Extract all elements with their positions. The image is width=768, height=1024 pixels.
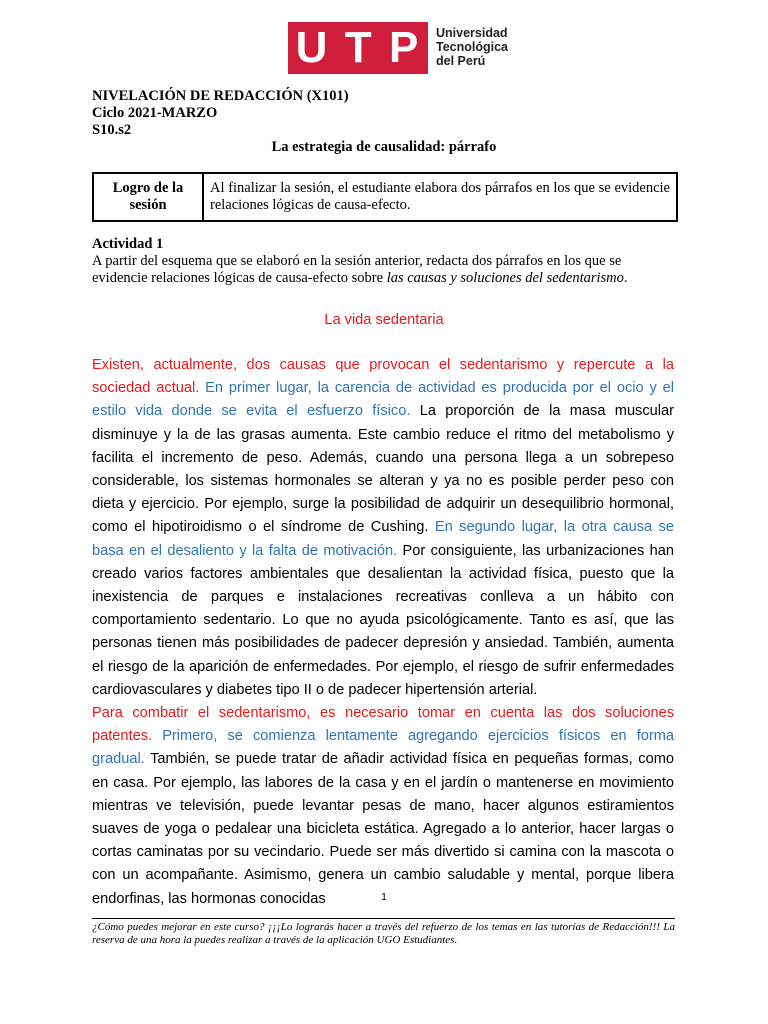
essay-body bbox=[92, 354, 674, 911]
activity-heading: Actividad 1 bbox=[92, 236, 164, 252]
activity-text-after: . bbox=[623, 270, 628, 286]
page-title: La estrategia de causalidad: párrafo bbox=[271, 139, 497, 155]
logro-table bbox=[92, 172, 678, 222]
p2-thesis: Para combatir el sedentarismo, es necesario tomar en cuenta las dos soluciones patentes. bbox=[92, 705, 674, 745]
session-code: S10.s2 bbox=[92, 122, 132, 138]
page-number: 1 bbox=[381, 892, 387, 903]
logo-letters bbox=[288, 22, 428, 74]
logro-label: Logro de la sesión bbox=[93, 173, 203, 221]
utp-logo bbox=[288, 22, 510, 76]
course-cycle: Ciclo 2021-MARZO bbox=[92, 105, 218, 121]
logo-name-line-2: Tecnológica bbox=[436, 40, 509, 54]
p1-body-2: Por consiguiente, las urbanizaciones han creado varios factores ambientales que desalientan la actividad física, puesto que la inexistencia de parques e instalaciones recreativas conlleva a un hábito con comportamiento sedentario. Lo que no ayuda psicológicamente. Tanto es así, que las personas tienen más posibilidades de padecer depresión y ansiedad. También, aumenta el riesgo de la aparición de enfermedades. Por ejemplo, el riesgo de sufrir enfermedades cardiovasculares y diabetes tipo II o de padecer hipertensión arterial. bbox=[92, 542, 674, 698]
logro-text: Al finalizar la sesión, el estudiante elabora dos párrafos en los que se evidencie relaciones lógicas de causa-efecto. bbox=[203, 173, 677, 221]
p2-first-solution: Primero, se comienza lentamente agregando ejercicios físicos en forma gradual. bbox=[92, 728, 674, 768]
essay-paragraph-2 bbox=[92, 702, 674, 911]
activity-block bbox=[92, 236, 676, 287]
p1-body-1: La proporción de la masa muscular disminuye y la de las grasas aumenta. Este cambio reduce el ritmo del metabolismo y facilita el incremento de peso. Además, cuando una persona llega a un sobrepeso considerable, los sistemas hormonales se alteran y ya no es posible perder peso con dieta y ejercicio. Por ejemplo, surge la posibilidad de adquirir un desequilibrio hormonal, como el hipotiroidismo o el síndrome de Cushing. bbox=[92, 403, 674, 536]
essay-paragraph-1 bbox=[92, 354, 674, 702]
logo-letter-u: U bbox=[295, 23, 330, 72]
p1-first-cause: En primer lugar, la carencia de actividad es producida por el ocio y el estilo vida donde se evita el esfuerzo físico. bbox=[92, 380, 674, 420]
logo-university-name bbox=[436, 26, 508, 68]
p2-body: También, se puede tratar de añadir actividad física en pequeñas formas, como en casa. Por ejemplo, las labores de la casa y en el jardín o mantenerse en movimiento mientras ve televisión, puede levantar pesas de mano, hacer algunos estiramientos suaves de yoga o pedalear una bicicleta estática. Agregado a lo anterior, hacer largas o cortas caminatas por su vecindario. Puede ser más divertido si camina con la mascota o con un acompañante. Asimismo, genera un cambio saludable y mental, porque libera endorfinas, las hormonas conocidas bbox=[92, 751, 674, 907]
course-name: NIVELACIÓN DE REDACCIÓN (X101) bbox=[92, 88, 349, 104]
logro-row bbox=[93, 173, 677, 221]
activity-instructions bbox=[92, 253, 676, 287]
footer-divider bbox=[92, 918, 675, 919]
logo-letter-p: P bbox=[388, 23, 421, 72]
footer-note: ¿Cómo puedes mejorar en este curso? ¡¡¡Lo lograrás hacer a través del refuerzo de los temas en las tutorías de Redacción!!! La reserva de una hora la puedes realizar a través de la aplicación UGO Estudiantes. bbox=[92, 921, 675, 946]
logo-name-line-3: del Perú bbox=[436, 54, 486, 68]
logo-name-line-1: Universidad bbox=[436, 26, 508, 40]
p1-thesis: Existen, actualmente, dos causas que provocan el sedentarismo y repercute a la sociedad actual. bbox=[92, 357, 674, 397]
activity-text-italic: las causas y soluciones del sedentarismo bbox=[386, 270, 624, 286]
activity-text-before: A partir del esquema que se elaboró en la sesión anterior, redacta dos párrafos en los que se evidencie relaciones lógicas de causa-efecto sobre bbox=[92, 253, 622, 286]
essay-title: La vida sedentaria bbox=[324, 312, 444, 328]
logo-letter-t: T bbox=[344, 23, 374, 72]
document-header bbox=[92, 88, 349, 139]
p1-second-cause: En segundo lugar, la otra causa se basa en el desaliento y la falta de motivación. bbox=[92, 519, 674, 559]
